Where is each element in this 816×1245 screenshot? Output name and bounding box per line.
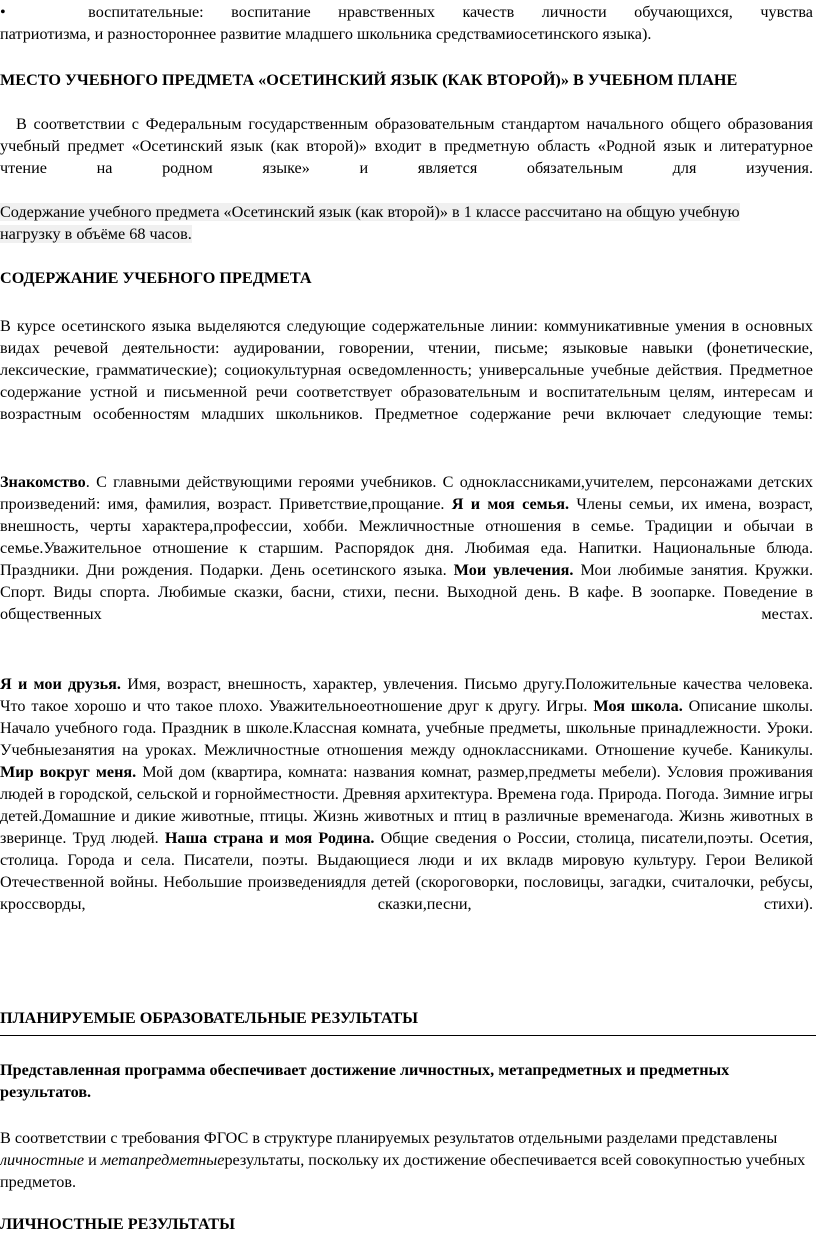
topics-block-2 <box>0 673 813 937</box>
results-term-metasubject: метапредметные <box>100 1151 225 1169</box>
results-text-c: и <box>84 1151 101 1169</box>
place-paragraph-1: В соответствии с Федеральным государственным образовательным стандартом начального общего образования учебный предмет «Осетинский язык (как второй)» входит в предметную область «Родной язык и литературное чтение на родном языке» и является обязательным для изучения. <box>0 115 813 177</box>
topic-title-school: Моя школа. <box>593 697 683 715</box>
topic-title-acquaintance: Знакомство <box>0 473 86 491</box>
topic-title-family: Я и моя семья. <box>451 495 570 513</box>
bullet-marker: • <box>0 3 6 21</box>
topic-text-school: Описание школы. Начало учебного года. Праздник в школе.Классная комната, учебные предметы, школьные принадлежности. Уроки. Учебныезанятия на уроках. Межличностные отношения между одноклассниками. Отношение кучебе. Каникулы. <box>0 697 813 759</box>
intro-bullet-text: воспитательные: воспитание нравственных качеств личности обучающихся, чувства <box>88 3 813 21</box>
topic-title-homeland: Наша страна и моя Родина. <box>164 829 375 847</box>
content-paragraph: В курсе осетинского языка выделяются следующие содержательные линии: коммуникативные умения в основных видах речевой деятельности: аудировании, говорении, чтении, письме; языковые навыки (фонетические, лексические, грамматические); социокультурная осведомленность; универсальные учебные действия. Предметное содержание устной и письменной речи соответствует образовательным и воспитательным целям, интересам и возрастным особенностям младших школьников. Предметное содержание речи включает следующие темы: <box>0 317 813 423</box>
topic-text-world: Мой дом (квартира, комната: названия комнат, размер,предметы мебели). Условия проживания людей в городской, сельской и горнойместности. Древняя архитектура. Времена года. Природа. Погода. Зимние игры детей.Домашние и дикие животные, птицы. Жизнь животных и птиц в различные временагода. Жизнь животных в зверинце. Труд людей. <box>0 763 813 847</box>
results-heading: ПЛАНИРУЕМЫЕ ОБРАЗОВАТЕЛЬНЫЕ РЕЗУЛЬТАТЫ <box>0 1009 419 1027</box>
topic-title-friends: Я и мои друзья. <box>0 675 121 693</box>
place-heading: МЕСТО УЧЕБНОГО ПРЕДМЕТА «ОСЕТИНСКИЙ ЯЗЫК (КАК ВТОРОЙ)» В УЧЕБНОМ ПЛАНЕ <box>0 71 738 89</box>
results-lead: Представленная программа обеспечивает достижение личностных, метапредметных и предметных результатов. <box>0 1061 730 1101</box>
topic-text-friends: Имя, возраст, внешность, характер, увлечения. Письмо другу.Положительные качества человека. Что такое хорошо и что такое плохо. Уважительноеотношение друг к другу. Игры. <box>0 675 813 715</box>
content-heading: СОДЕРЖАНИЕ УЧЕБНОГО ПРЕДМЕТА <box>0 269 312 287</box>
place-paragraph-2 <box>0 201 800 245</box>
topic-text-homeland: Общие сведения о России, столица, писатели,поэты. Осетия, столица. Города и села. Писатели, поэты. Выдающиеся люди и их вкладв мировую культуру. Герои Великой Отечественной войны. Небольшие произведениядля детей (скороговорки, пословицы, загадки, считалочки, ребусы, кроссворды, сказки,песни, стихи). <box>0 829 813 913</box>
topics-block-1 <box>0 471 813 647</box>
topic-title-hobbies: Мои увлечения. <box>453 561 574 579</box>
topic-title-world: Мир вокруг меня. <box>0 763 137 781</box>
topic-text-acquaintance: . С главными действующими героями учебников. С одноклассниками,учителем, персонажами детских произведений: имя, фамилия, возраст. Приветствие,прощание. <box>0 473 813 513</box>
results-text-e: результаты, поскольку их достижение обеспечивается всей совокупностью учебных предметов. <box>0 1151 806 1191</box>
section-divider <box>0 1035 816 1036</box>
topic-text-hobbies: Мои любимые занятия. Кружки. Спорт. Виды спорта. Любимые сказки, басни, стихи, песни. Выходной день. В кафе. В зоопарке. Поведение в общественных местах. <box>0 561 814 623</box>
personal-heading: ЛИЧНОСТНЫЕ РЕЗУЛЬТАТЫ <box>0 1215 235 1233</box>
results-text-a: В соответствии с требования ФГОС в структуре планируемых результатов отдельными разделами представлены <box>0 1129 778 1147</box>
results-paragraph <box>0 1127 813 1193</box>
topic-text-family: Члены семьи, их имена, возраст, внешность, черты характера,профессии, хобби. Межличностные отношения в семье. Традиции и обычаи в семье.Уважительное отношение к старшим. Распорядок дня. Любимая еда. Напитки. Национальные блюда. Праздники. Дни рождения. Подарки. День осетинского языка. <box>0 495 813 579</box>
intro-bullet-text-tail: патриотизма, и разностороннее развитие младшего школьника средствамиосетинского языка). <box>0 25 652 43</box>
place-paragraph-2-text: Содержание учебного предмета «Осетинский язык (как второй)» в 1 классе рассчитано на общую учебную нагрузку в объёме 68 часов. <box>0 203 740 243</box>
results-term-personal: личностные <box>0 1151 85 1169</box>
